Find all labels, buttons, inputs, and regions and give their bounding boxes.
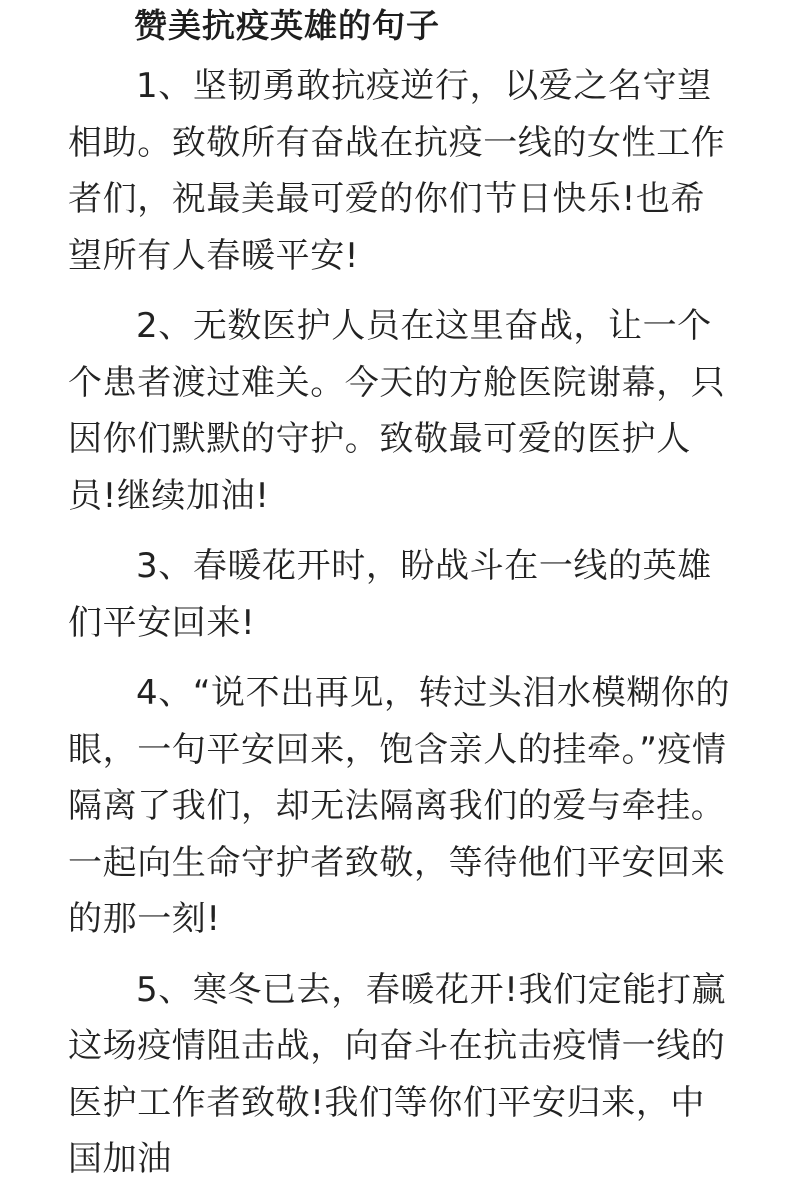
paragraph-2: 2、无数医护人员在这里奋战，让一个个患者渡过难关。今天的方舱医院谢幕，只因你们默默的守护。致敬最可爱的医护人员!继续加油!	[68, 306, 726, 516]
paragraph-1: 1、坚韧勇敢抗疫逆行，以爱之名守望相助。致敬所有奋战在抗疫一线的女性工作者们，祝最美最可爱的你们节日快乐!也希望所有人春暖平安!	[68, 66, 726, 276]
paragraph-4: 4、“说不出再见，转过头泪水模糊你的眼，一句平安回来，饱含亲人的挂牵。”疫情隔离了我们，却无法隔离我们的爱与牵挂。一起向生命守护者致敬，等待他们平安回来的那一刻!	[68, 673, 731, 939]
paragraph-5: 5、寒冬已去，春暖花开!我们定能打赢这场疫情阻击战，向奋斗在抗击疫情一线的医护工作者致敬!我们等你们平安归来，中国加油	[68, 969, 727, 1179]
paragraph-3: 3、春暖花开时，盼战斗在一线的英雄们平安回来!	[68, 546, 712, 643]
document-title: 赞美抗疫英雄的句子	[134, 6, 440, 45]
